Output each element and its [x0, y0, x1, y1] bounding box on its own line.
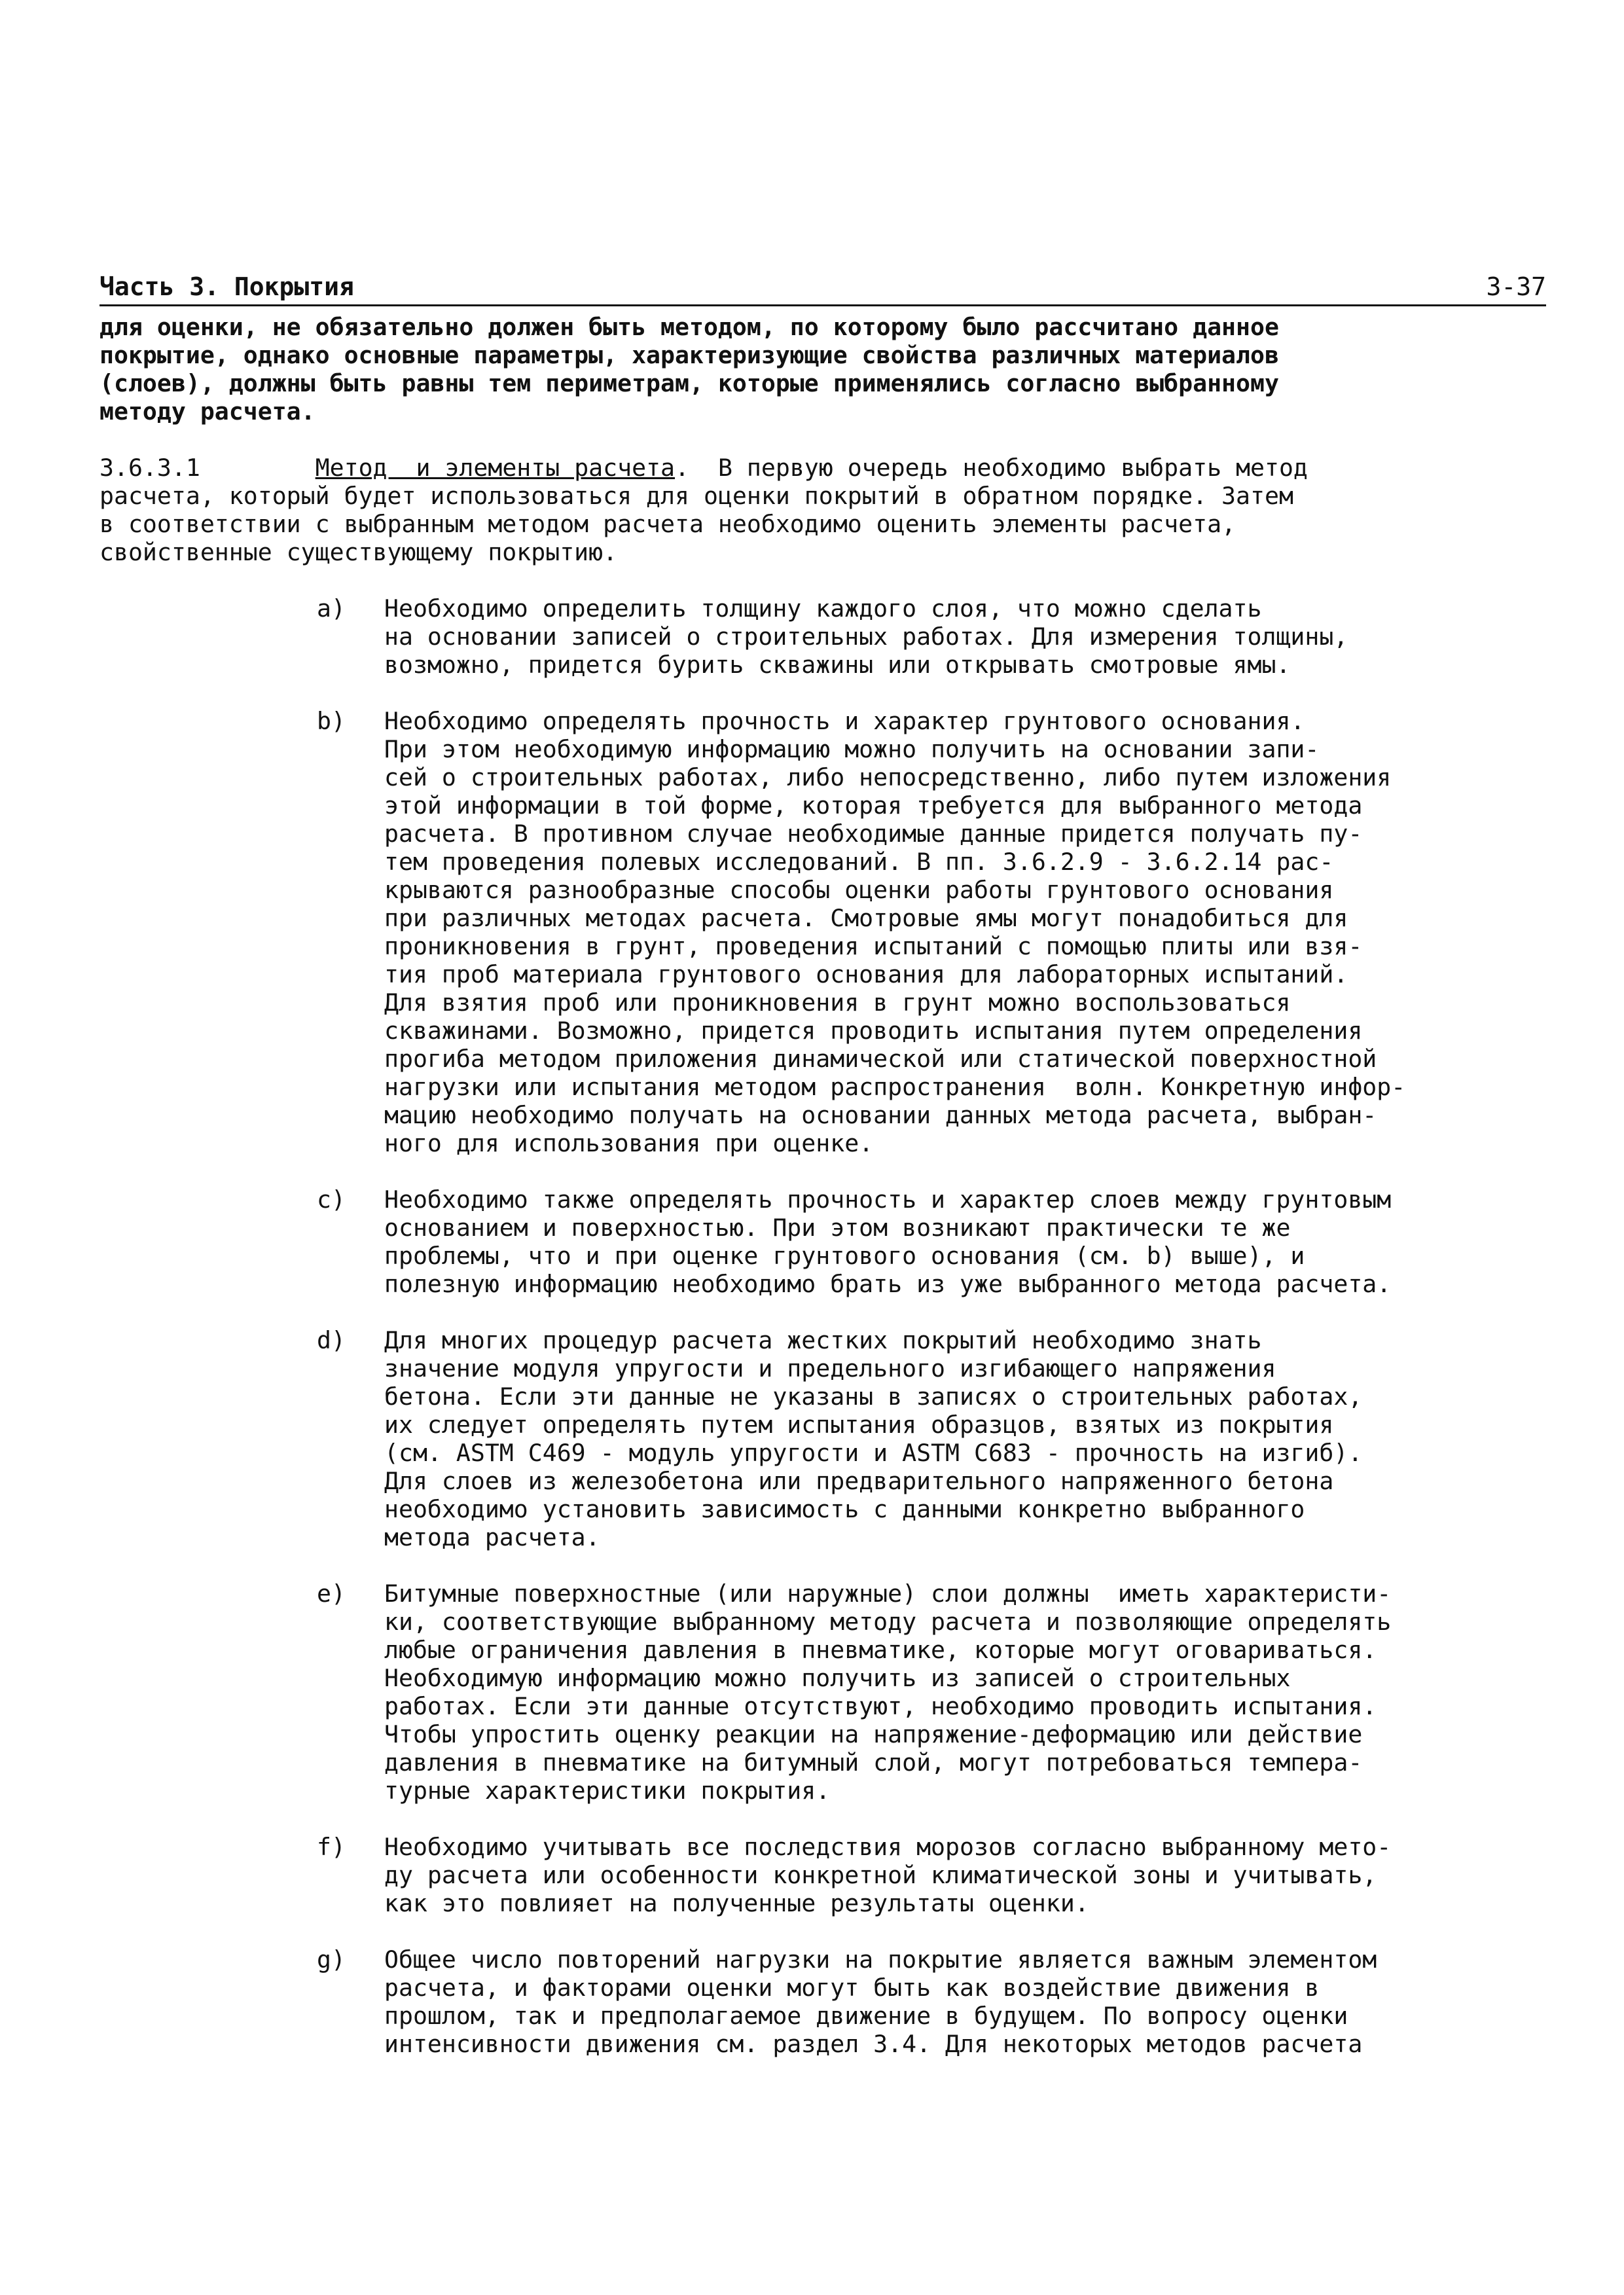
- document-page: [99, 272, 1546, 2086]
- list-item-b: [317, 707, 1546, 1157]
- section-first-line-text: . В первую очередь необходимо выбрать метод: [675, 454, 1308, 482]
- list-item-f: [317, 1833, 1546, 1917]
- item-marker: d): [317, 1326, 346, 1354]
- item-marker: g): [317, 1945, 346, 1974]
- list-item-c: [317, 1185, 1546, 1298]
- item-text: Для многих процедур расчета жестких покрытий необходимо знать значение модуля упругости и предельного изгибающего напряжения бетона. Если эти данные не указаны в записях о строительных работах, их следует определять путем испытания образцов, взятых из покрытия (см. ASTM C469 - модуль упругости и ASTM C683 - прочность на изгиб). Для слоев из железобетона или предварительного напряженного бетона необходимо установить зависимость с данными конкретно выбранного метода расчета.: [384, 1326, 1363, 1551]
- item-marker: e): [317, 1580, 346, 1608]
- item-marker: b): [317, 707, 346, 735]
- list-item-e: [317, 1580, 1546, 1805]
- item-marker: a): [317, 594, 346, 623]
- list-item-d: [317, 1326, 1546, 1551]
- item-text: Необходимо определить толщину каждого слоя, что можно сделать на основании записей о строительных работах. Для измерения толщины, возможно, придется бурить скважины или открывать смотровые ямы.: [384, 594, 1348, 679]
- item-text: Необходимо учитывать все последствия морозов согласно выбранному мето- ду расчета или особенности конкретной климатической зоны и учитывать, как это повлияет на полученные результаты оценки.: [384, 1833, 1392, 1917]
- page-header: [99, 272, 1546, 306]
- section-number: 3.6.3.1: [99, 454, 200, 482]
- intro-paragraph: для оценки, не обязательно должен быть методом, по которому было рассчитано данное покрытие, однако основные параметры, характеризующие свойства различных материалов (слоев), должны быть равны тем периметрам, которые применялись согласно выбранному методу расчета.: [99, 313, 1279, 425]
- item-text: Необходимо определять прочность и характер грунтового основания. При этом необходимую информацию можно получить на основании запи- сей о строительных работах, либо непосредственно, либо путем изложения этой информации в той форме, которая требуется для выбранного метода расчета. В противном случае необходимые данные придется получать пу- тем проведения полевых исследований. В пп. 3.6.2.9 - 3.6.2.14 рас- крываются разнообразные способы оценки работы грунтового основания при различных методах расчета. Смотровые ямы могут понадобиться для проникновения в грунт, проведения испытаний с помощью плиты или взя- тия проб материала грунтового основания для лабораторных испытаний. Для взятия проб или проникновения в грунт можно воспользоваться скважинами. Возможно, придется проводить испытания путем определения прогиба методом приложения динамической или статической поверхностной нагрузки или испытания методом распространения волн. Конкретную инфор- мацию необходимо получать на основании данных метода расчета, выбран- ного для использования при оценке.: [384, 707, 1406, 1157]
- chapter-title: Часть 3. Покрытия: [99, 272, 354, 301]
- item-marker: c): [317, 1185, 346, 1214]
- list-item-g: [317, 1945, 1546, 2058]
- section-3-6-3-1: [99, 454, 1546, 566]
- item-list: [99, 594, 1546, 2058]
- section-body: расчета, который будет использоваться для оценки покрытий в обратном порядке. Затем в соответствии с выбранным методом расчета необходимо оценить элементы расчета, свойственные существующему покрытию.: [99, 482, 1293, 566]
- item-text: Битумные поверхностные (или наружные) слои должны иметь характеристи- ки, соответствующие выбранному методу расчета и позволяющие определять любые ограничения давления в пневматике, которые могут оговариваться. Необходимую информацию можно получить из записей о строительных работах. Если эти данные отсутствуют, необходимо проводить испытания. Чтобы упростить оценку реакции на напряжение-деформацию или действие давления в пневматике на битумный слой, могут потребоваться темпера- турные характеристики покрытия.: [384, 1580, 1392, 1805]
- section-first-line: [99, 454, 1546, 482]
- item-text: Общее число повторений нагрузки на покрытие является важным элементом расчета, и факторами оценки могут быть как воздействие движения в прошлом, так и предполагаемое движение в будущем. По вопросу оценки интенсивности движения см. раздел 3.4. Для некоторых методов расчета: [384, 1945, 1377, 2058]
- list-item-a: [317, 594, 1546, 679]
- item-marker: f): [317, 1833, 346, 1861]
- section-title: Метод и элементы расчета: [315, 454, 676, 482]
- item-text: Необходимо также определять прочность и характер слоев между грунтовым основанием и поверхностью. При этом возникают практически те же проблемы, что и при оценке грунтового основания (см. b) выше), и полезную информацию необходимо брать из уже выбранного метода расчета.: [384, 1185, 1392, 1298]
- page-number: 3-37: [1486, 272, 1546, 301]
